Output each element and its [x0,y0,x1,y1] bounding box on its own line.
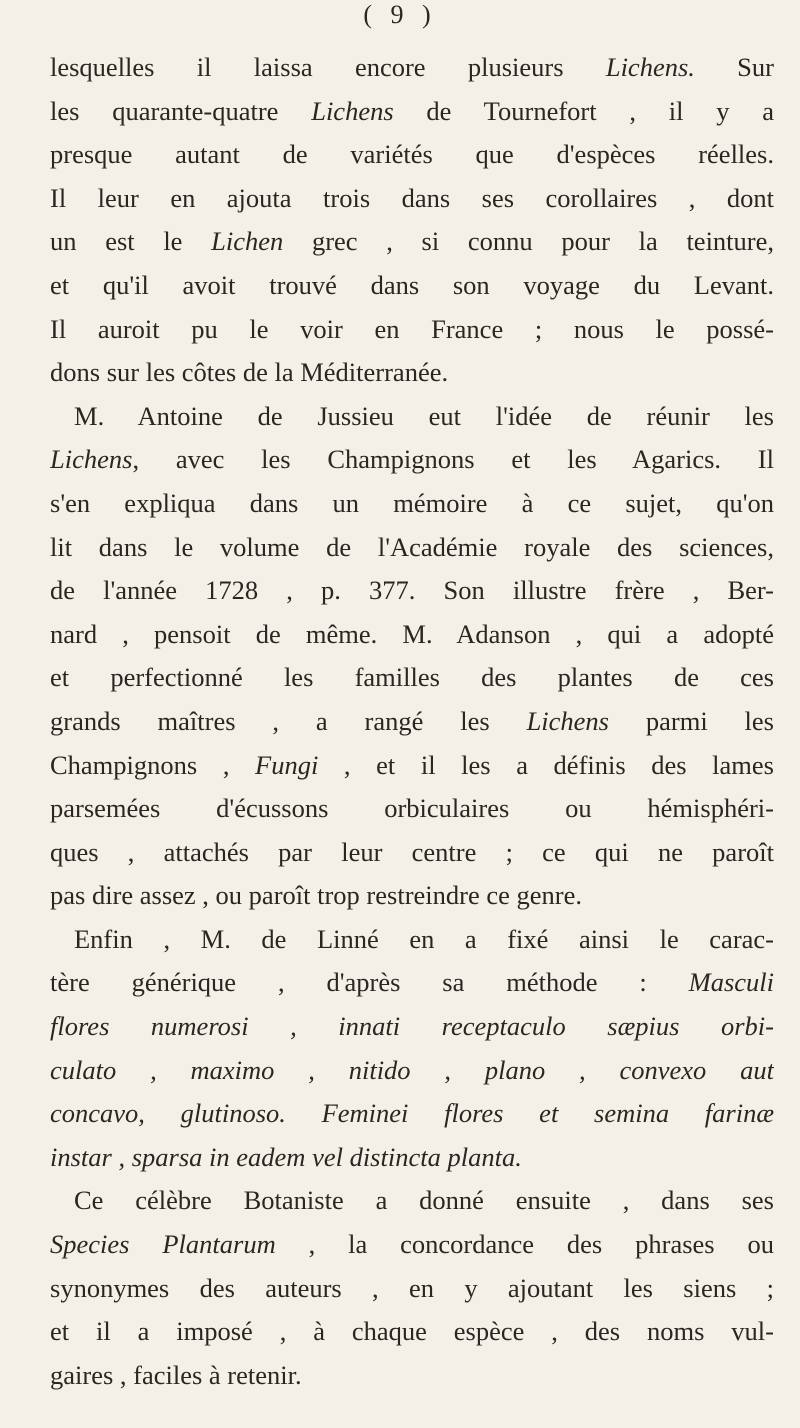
text-segment: tère générique , d'après sa méthode : [50,967,689,998]
italic-text: Lichen [211,226,284,257]
text-segment: ques , attachés par leur centre ; ce qui ne paroît [50,836,774,867]
italic-text: culato , maximo , nitido , plano , convexo aut [50,1054,774,1085]
text-line [50,1354,774,1398]
italic-text: Species Plantarum [50,1229,276,1260]
text-line [50,1267,774,1311]
text-segment: parmi les [609,705,774,736]
text-segment: et perfectionné les familles des plantes de ces [50,662,774,693]
text-line [50,395,774,439]
text-segment: lit dans le volume de l'Académie royale des sciences, [50,531,774,562]
text-segment: et il a imposé , à chaque espèce , des noms vul- [50,1316,774,1347]
text-line [50,1223,774,1267]
text-line [50,482,774,526]
text-segment: M. Antoine de Jussieu eut l'idée de réunir les [74,400,774,431]
text-segment: Ce célèbre Botaniste a donné ensuite , dans ses [74,1185,774,1216]
text-line [50,700,774,744]
text-segment: Champignons , [50,749,256,780]
text-line [50,1136,774,1180]
text-line [50,46,774,90]
text-line [50,526,774,570]
text-line [50,1049,774,1093]
text-segment: nard , pensoit de même. M. Adanson , qui a adopté [50,618,774,649]
text-line [50,1179,774,1223]
text-line [50,1310,774,1354]
text-line [50,1005,774,1049]
text-line [50,613,774,657]
text-line [50,918,774,962]
text-line [50,133,774,177]
italic-text: Lichens. [605,52,695,82]
text-segment: un est le [50,226,212,257]
text-segment: lesquelles il laissa encore plusieurs [50,52,606,82]
text-line [50,569,774,613]
text-segment: presque autant de variétés que d'espèces réelles. [50,139,774,170]
text-segment: pas dire assez , ou paroît trop restreindre ce genre. [50,880,582,911]
text-line [50,351,774,395]
text-segment: gaires , faciles à retenir. [50,1359,302,1390]
italic-text: instar , sparsa in eadem vel distincta planta. [50,1141,522,1172]
italic-text: Masculi [688,967,774,998]
text-line [50,177,774,221]
text-segment: , la concordance des phrases ou [275,1229,774,1260]
italic-text: flores numerosi , innati receptaculo sæpius orbi- [50,1011,774,1042]
text-line [50,831,774,875]
text-segment: de l'année 1728 , p. 377. Son illustre frère , Ber- [50,575,774,606]
text-line [50,656,774,700]
text-segment: parsemées d'écussons orbiculaires ou hémisphéri- [50,793,774,824]
italic-text: Lichens [311,95,394,126]
text-segment: grec , si connu pour la teinture, [283,226,774,257]
text-segment: Il leur en ajouta trois dans ses corollaires , dont [50,182,774,213]
text-line [50,874,774,918]
text-segment: , et il les a définis des lames [318,749,774,780]
italic-text: Fungi [255,749,319,780]
italic-text: Lichens [526,705,609,736]
text-segment: Sur [694,52,774,82]
text-segment: s'en expliqua dans un mémoire à ce sujet, qu'on [50,487,774,518]
text-line [50,1092,774,1136]
page-number: ( 9 ) [363,0,437,29]
text-segment: dons sur les côtes de la Méditerranée. [50,357,449,388]
text-line [50,961,774,1005]
text-segment: de Tournefort , il y a [393,95,774,126]
text-segment: Il auroit pu le voir en France ; nous le possé- [50,313,774,344]
text-line [50,220,774,264]
text-segment: les quarante-quatre [50,95,312,126]
text-line [50,264,774,308]
italic-text: concavo, glutinoso. Feminei flores et semina farinæ [50,1098,774,1129]
text-line [50,308,774,352]
text-line [50,744,774,788]
text-line [50,787,774,831]
text-segment: synonymes des auteurs , en y ajoutant les siens ; [50,1272,774,1303]
text-line [50,90,774,134]
body-text [50,46,774,1397]
text-segment: et qu'il avoit trouvé dans son voyage du Levant. [50,269,774,300]
text-segment: , avec les Champignons et les Agarics. Il [132,444,774,475]
text-line [50,438,774,482]
text-segment: grands maîtres , a rangé les [50,705,527,736]
text-segment: Enfin , M. de Linné en a fixé ainsi le carac- [74,923,774,954]
italic-text: Lichens [50,444,133,475]
